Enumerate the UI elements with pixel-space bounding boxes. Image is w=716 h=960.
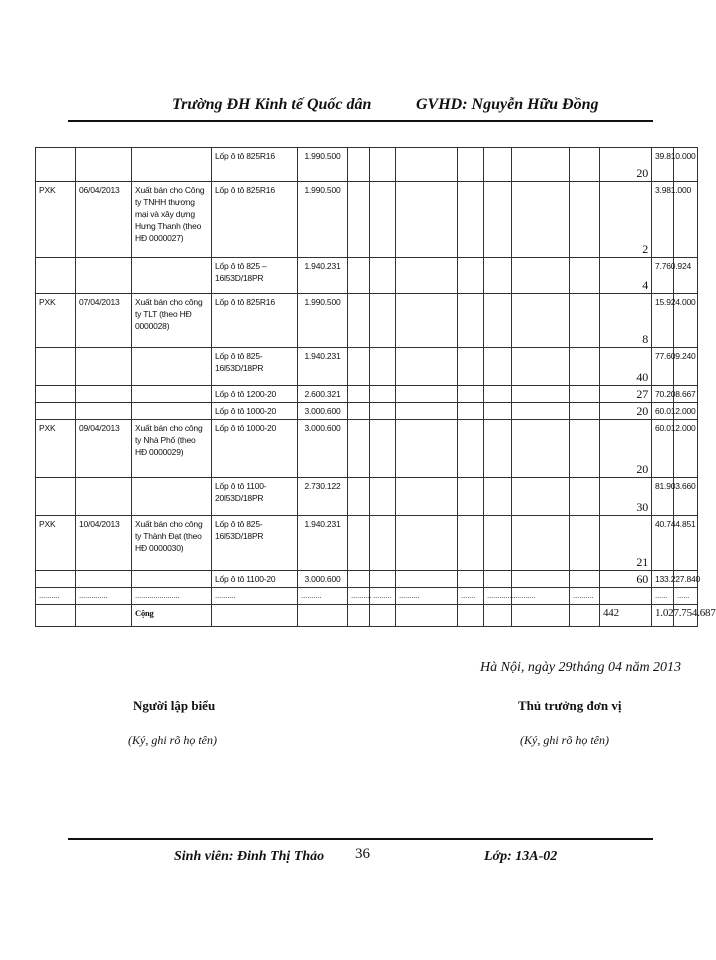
total-row	[36, 605, 698, 627]
empty-cell	[458, 294, 484, 348]
unit-price-cell: 2.730.122	[298, 478, 348, 516]
doc-date-cell	[76, 258, 132, 294]
empty-cell	[348, 516, 370, 571]
empty-cell	[484, 516, 512, 571]
doc-type-cell: PXK	[36, 516, 76, 571]
empty-cell	[348, 571, 370, 588]
empty-cell	[570, 386, 600, 403]
empty-cell	[348, 348, 370, 386]
doc-type-cell	[36, 148, 76, 182]
empty-cell	[370, 294, 396, 348]
table-row	[36, 294, 698, 348]
description-cell	[132, 571, 212, 588]
ledger-body	[36, 148, 701, 588]
item-cell: Lốp ô tô 825-16l53D/18PR	[212, 516, 298, 571]
unit-price-cell: 1.940.231	[298, 258, 348, 294]
empty-cell	[370, 420, 396, 478]
empty-cell	[370, 516, 396, 571]
amount-cell: 3.981.000	[652, 182, 674, 258]
empty-cell	[348, 386, 370, 403]
description-cell	[132, 348, 212, 386]
description-cell: Xuất bán cho Công ty TNHH thương mại và xây dựng Hưng Thanh (theo HĐ 0000027)	[132, 182, 212, 258]
empty-cell	[396, 182, 458, 258]
empty-cell	[512, 516, 570, 571]
dots-cell: ..........	[36, 588, 76, 605]
empty-cell	[370, 182, 396, 258]
doc-date-cell	[76, 348, 132, 386]
dots-cell: ......	[674, 588, 698, 605]
empty-cell	[396, 516, 458, 571]
table-row	[36, 403, 698, 420]
amount-cell: 15.924.000	[652, 294, 674, 348]
empty-cell	[484, 571, 512, 588]
amount-cell: 70.208.667	[652, 386, 674, 403]
empty-cell	[512, 420, 570, 478]
dots-cell: ..........	[212, 588, 298, 605]
empty-cell	[570, 182, 600, 258]
doc-date-cell	[76, 571, 132, 588]
empty-cell	[348, 182, 370, 258]
empty-cell	[570, 478, 600, 516]
empty-cell	[396, 403, 458, 420]
empty-cell	[570, 348, 600, 386]
empty-cell	[570, 258, 600, 294]
item-cell: Lốp ô tô 825R16	[212, 182, 298, 258]
dots-cell: ..............	[484, 588, 512, 605]
dots-cell: ......	[652, 588, 674, 605]
item-cell: Lốp ô tô 825 – 16l53D/18PR	[212, 258, 298, 294]
table-row	[36, 516, 698, 571]
empty-cell	[570, 148, 600, 182]
dots-cell: ..........	[348, 588, 370, 605]
table-row	[36, 148, 698, 182]
empty-cell	[348, 148, 370, 182]
empty-cell	[484, 478, 512, 516]
head-of-unit-title: Thủ trưởng đơn vị	[518, 698, 622, 713]
empty-cell	[458, 478, 484, 516]
empty-cell	[370, 403, 396, 420]
doc-type-cell	[36, 571, 76, 588]
empty-cell	[484, 420, 512, 478]
empty-cell	[396, 571, 458, 588]
empty-cell	[396, 148, 458, 182]
empty-cell	[348, 403, 370, 420]
item-cell: Lốp ô tô 1000-20	[212, 420, 298, 478]
empty-cell	[370, 386, 396, 403]
empty-cell	[484, 258, 512, 294]
total-amount: 1.027.754.687	[652, 605, 674, 627]
empty-cell	[458, 403, 484, 420]
ledger-table	[35, 147, 716, 627]
amount-cell: 60.012.000	[652, 403, 674, 420]
empty-cell	[396, 386, 458, 403]
footer-class: Lớp: 13A-02	[484, 849, 558, 864]
amount-cell: 39.810.000	[652, 148, 674, 182]
description-cell	[132, 148, 212, 182]
unit-price-cell: 1.990.500	[298, 182, 348, 258]
empty-cell	[396, 258, 458, 294]
page-number: 36	[355, 846, 370, 862]
table-row	[36, 571, 698, 588]
description-cell	[132, 403, 212, 420]
header-rule	[68, 120, 653, 122]
doc-date-cell	[76, 403, 132, 420]
quantity-cell: 20	[600, 420, 652, 478]
dots-cell: ..........	[298, 588, 348, 605]
empty-cell	[458, 258, 484, 294]
amount-cell: 81.903.660	[652, 478, 674, 516]
empty-cell	[484, 148, 512, 182]
empty-cell	[458, 420, 484, 478]
quantity-cell: 2	[600, 182, 652, 258]
doc-type-cell	[36, 403, 76, 420]
unit-price-cell: 2.600.321	[298, 386, 348, 403]
dots-cell: ..........	[570, 588, 600, 605]
empty-cell	[396, 478, 458, 516]
empty-cell	[370, 258, 396, 294]
dots-cell: ..........	[396, 588, 458, 605]
empty-cell	[484, 182, 512, 258]
doc-type-cell	[36, 478, 76, 516]
doc-type-cell	[36, 386, 76, 403]
dots-cell: .........	[370, 588, 396, 605]
ellipsis-row	[36, 588, 698, 605]
doc-date-cell: 10/04/2013	[76, 516, 132, 571]
empty-cell	[512, 182, 570, 258]
footer-rule	[68, 838, 653, 840]
header-advisor: GVHD: Nguyễn Hữu Đồng	[416, 96, 599, 113]
description-cell: Xuất bán cho công ty TLT (theo HĐ 0000028)	[132, 294, 212, 348]
item-cell: Lốp ô tô 825R16	[212, 148, 298, 182]
quantity-cell: 60	[600, 571, 652, 588]
empty-cell	[570, 403, 600, 420]
unit-price-cell: 3.000.600	[298, 403, 348, 420]
empty-cell	[396, 420, 458, 478]
amount-cell: 77.609.240	[652, 348, 674, 386]
dots-cell: ..........	[512, 588, 570, 605]
empty-cell	[512, 348, 570, 386]
unit-price-cell: 3.000.600	[298, 420, 348, 478]
table-row	[36, 258, 698, 294]
empty-cell	[484, 403, 512, 420]
empty-cell	[458, 348, 484, 386]
dots-cell	[600, 588, 652, 605]
empty-cell	[396, 294, 458, 348]
doc-date-cell: 07/04/2013	[76, 294, 132, 348]
item-cell: Lốp ô tô 1200-20	[212, 386, 298, 403]
amount-cell: 60.012.000	[652, 420, 674, 478]
empty-cell	[512, 386, 570, 403]
preparer-title: Người lập biểu	[133, 698, 216, 713]
amount-cell: 133.227.840	[652, 571, 674, 588]
empty-cell	[348, 420, 370, 478]
item-cell: Lốp ô tô 1100-20	[212, 571, 298, 588]
quantity-cell: 27	[600, 386, 652, 403]
table-row	[36, 386, 698, 403]
amount-cell: 7.760.924	[652, 258, 674, 294]
table-row	[36, 182, 698, 258]
footer-student: Sinh viên: Đinh Thị Thảo	[174, 849, 325, 864]
doc-date-cell: 09/04/2013	[76, 420, 132, 478]
doc-date-cell	[76, 478, 132, 516]
quantity-cell: 4	[600, 258, 652, 294]
dots-cell: ..............	[76, 588, 132, 605]
empty-cell	[484, 348, 512, 386]
doc-type-cell: PXK	[36, 420, 76, 478]
unit-price-cell: 3.000.600	[298, 571, 348, 588]
preparer-note: (Ký, ghi rõ họ tên)	[128, 733, 217, 747]
empty-cell	[348, 478, 370, 516]
quantity-cell: 20	[600, 403, 652, 420]
empty-cell	[512, 258, 570, 294]
unit-price-cell: 1.990.500	[298, 294, 348, 348]
empty-cell	[512, 478, 570, 516]
empty-cell	[512, 294, 570, 348]
doc-date-cell	[76, 386, 132, 403]
description-cell: Xuất bán cho công ty Nhà Phố (theo HĐ 0000029)	[132, 420, 212, 478]
empty-cell	[458, 148, 484, 182]
table-row	[36, 420, 698, 478]
empty-cell	[512, 403, 570, 420]
empty-cell	[570, 516, 600, 571]
table-row	[36, 348, 698, 386]
empty-cell	[458, 386, 484, 403]
empty-cell	[458, 571, 484, 588]
table-row	[36, 478, 698, 516]
empty-cell	[484, 386, 512, 403]
date-place: Hà Nội, ngày 29tháng 04 năm 2013	[480, 660, 682, 675]
empty-cell	[348, 258, 370, 294]
quantity-cell: 30	[600, 478, 652, 516]
dots-cell: .......	[458, 588, 484, 605]
empty-cell	[570, 420, 600, 478]
item-cell: Lốp ô tô 825R16	[212, 294, 298, 348]
quantity-cell: 20	[600, 148, 652, 182]
empty-cell	[370, 571, 396, 588]
doc-type-cell: PXK	[36, 294, 76, 348]
empty-cell	[458, 182, 484, 258]
doc-type-cell	[36, 348, 76, 386]
empty-cell	[570, 294, 600, 348]
empty-cell	[458, 516, 484, 571]
item-cell: Lốp ô tô 825-16l53D/18PR	[212, 348, 298, 386]
empty-cell	[370, 478, 396, 516]
head-of-unit-note: (Ký, ghi rõ họ tên)	[520, 733, 609, 747]
doc-date-cell: 06/04/2013	[76, 182, 132, 258]
doc-date-cell	[76, 148, 132, 182]
item-cell: Lốp ô tô 1000-20	[212, 403, 298, 420]
empty-cell	[512, 571, 570, 588]
doc-type-cell: PXK	[36, 182, 76, 258]
quantity-cell: 21	[600, 516, 652, 571]
amount-cell: 40.744.851	[652, 516, 674, 571]
item-cell: Lốp ô tô 1100-20l53D/18PR	[212, 478, 298, 516]
total-label: Cộng	[132, 605, 212, 627]
empty-cell	[570, 571, 600, 588]
empty-cell	[484, 294, 512, 348]
unit-price-cell: 1.940.231	[298, 516, 348, 571]
unit-price-cell: 1.940.231	[298, 348, 348, 386]
description-cell	[132, 478, 212, 516]
header-school: Trường ĐH Kinh tế Quốc dân	[172, 96, 372, 113]
doc-type-cell	[36, 258, 76, 294]
empty-cell	[370, 148, 396, 182]
quantity-cell: 40	[600, 348, 652, 386]
quantity-cell: 8	[600, 294, 652, 348]
description-cell	[132, 258, 212, 294]
description-cell: Xuất bán cho công ty Thành Đạt (theo HĐ 0000030)	[132, 516, 212, 571]
empty-cell	[370, 348, 396, 386]
empty-cell	[396, 348, 458, 386]
empty-cell	[512, 148, 570, 182]
dots-cell: ......................	[132, 588, 212, 605]
description-cell	[132, 386, 212, 403]
empty-cell	[348, 294, 370, 348]
unit-price-cell: 1.990.500	[298, 148, 348, 182]
total-qty: 442	[600, 605, 652, 627]
